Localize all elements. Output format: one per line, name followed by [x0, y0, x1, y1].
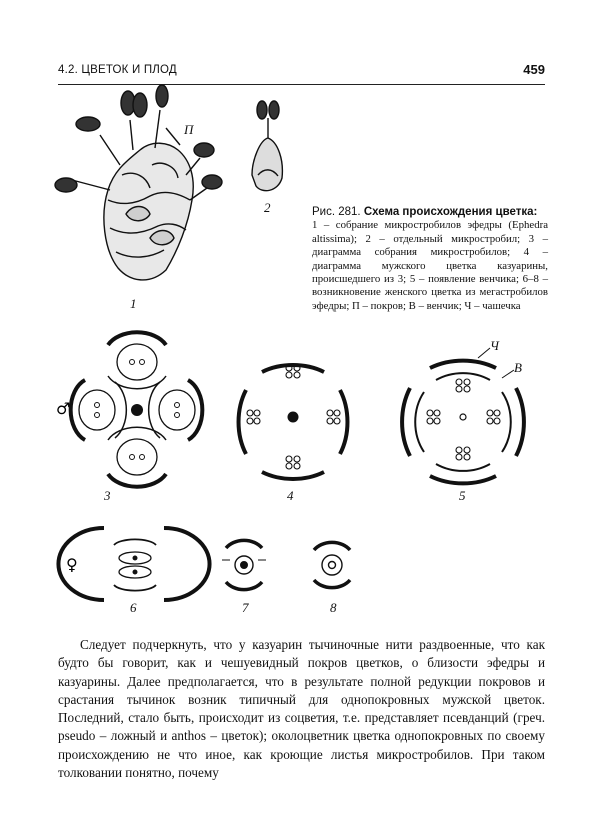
label-P: П [184, 122, 194, 137]
page-number: 459 [523, 62, 545, 77]
diagram-3 [71, 332, 203, 486]
label-V: В [514, 360, 522, 375]
panel-label-2: 2 [264, 200, 271, 215]
figure-caption [312, 206, 548, 313]
panel-label-6: 6 [130, 600, 137, 615]
panel-label-8: 8 [330, 600, 337, 615]
running-head: 4.2. ЦВЕТОК И ПЛОД [58, 64, 177, 76]
body-paragraph: Следует подчеркнуть, что у казуарин тычиночные нити раздвоенные, что как будто бы говорит, как и чешуевидный покров цветков, о близости эфедры и казуарины. Далее предполагается, что в результате полной редукции покровов и срастания тычинок возник типичный для однопокровных мужской цветок. Последний, стало быть, происходит из соцветия, т.е. представляет псевданций (греч. pseudo – ложный и anthos – цветок); околоцветник цветка однопокровных по своему происхождению не что иное, как кроющие листья микростробилов. При таком толковании понятно, почему [58, 637, 545, 781]
diagram-4 [239, 365, 348, 479]
caption-title [312, 206, 537, 218]
panel-label-1: 1 [130, 296, 137, 311]
caption-title-text: Схема происхождения цветка: [363, 206, 538, 218]
label-Ch: Ч [490, 338, 499, 353]
caption-figure-number: Рис. 281. [312, 206, 361, 218]
diagram-7 [222, 540, 266, 589]
panel-label-4: 4 [287, 488, 294, 503]
diagram-5 [402, 348, 524, 483]
single-microstrobil-illustration [252, 101, 282, 191]
diagram-6 [58, 528, 209, 600]
panel-label-3: 3 [104, 488, 111, 503]
panel-label-5: 5 [459, 488, 466, 503]
diagram-8 [314, 542, 350, 587]
body-text [58, 636, 545, 782]
male-symbol: ♂ [56, 399, 71, 418]
microstrobili-cluster-illustration [55, 85, 222, 280]
caption-body: 1 – собрание микростробилов эфедры (Ephedra altissima); 2 – отдельный микростробил; 3 – диаграмма собрания микростробилов; 4 – диаграмма мужского цветка казуарины, происшедшего из 3; 5 – появление венчика; 6–8 – возникновение женского цветка из мегастробилов эфедры; П – покров; В – венчик; Ч – чашечка [312, 219, 548, 312]
panel-label-7: 7 [242, 600, 249, 615]
female-symbol: ♀ [66, 555, 78, 574]
